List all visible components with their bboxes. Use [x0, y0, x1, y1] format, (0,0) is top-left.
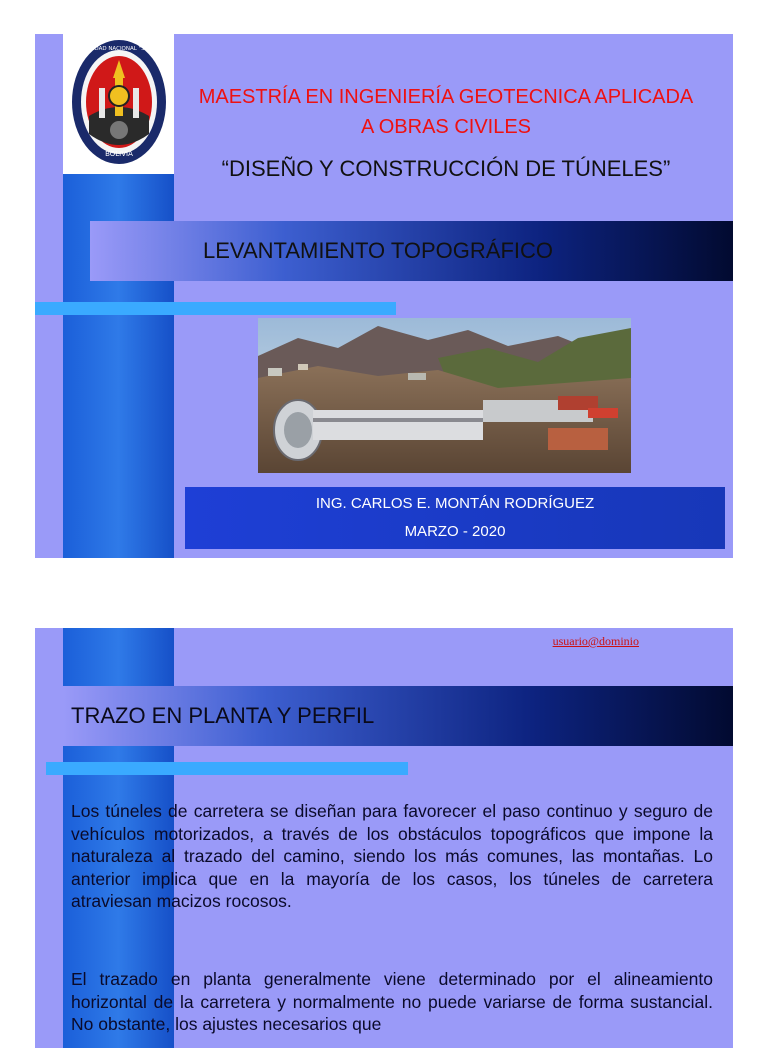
program-title	[175, 82, 717, 142]
contact-email-link[interactable]: usuario@dominio	[552, 634, 639, 648]
section-band	[63, 686, 733, 746]
body-paragraph-2: El trazado en planta generalmente viene determinado por el alineamiento horizontal de la carretera y normalmente no puede variarse de forma sustancial. No obstante, los ajustes necesarios que	[71, 969, 713, 1034]
body-paragraph-1: Los túneles de carretera se diseñan para favorecer el paso continuo y seguro de vehículos motorizados, a través de los obstáculos topográficos que impone la naturaleza al trazado del camino, siendo los más comunes, las montañas. Lo anterior implica que en la mayoría de los casos, los túneles de carretera atraviesan macizos rocosos.	[71, 801, 713, 911]
accent-line	[46, 762, 408, 775]
seal-top-text: UNIVERSIDAD NACIONAL "SIGLO XX"	[69, 46, 169, 52]
author-name: ING. CARLOS E. MONTÁN RODRÍGUEZ	[315, 495, 595, 512]
section-title: LEVANTAMIENTO TOPOGRÁFICO	[203, 238, 554, 263]
accent-line	[35, 302, 396, 315]
program-title-line2: A OBRAS CIVILES	[360, 116, 532, 138]
tunnel-boring-machine-photo	[258, 318, 631, 473]
section-band	[90, 221, 733, 281]
university-seal-icon	[69, 38, 169, 168]
construction-site-image	[258, 318, 631, 473]
content-slide	[35, 628, 733, 1048]
section-title: TRAZO EN PLANTA Y PERFIL	[71, 703, 375, 728]
author-panel	[185, 487, 725, 549]
presentation-date: MARZO - 2020	[404, 523, 506, 540]
university-logo	[63, 34, 174, 174]
title-slide	[35, 34, 733, 558]
program-title-line1: MAESTRÍA EN INGENIERÍA GEOTECNICA APLICADA	[198, 86, 694, 108]
course-subtitle: “DISEÑO Y CONSTRUCCIÓN DE TÚNELES”	[221, 156, 671, 181]
seal-bottom-text: BOLIVIA	[105, 150, 133, 158]
